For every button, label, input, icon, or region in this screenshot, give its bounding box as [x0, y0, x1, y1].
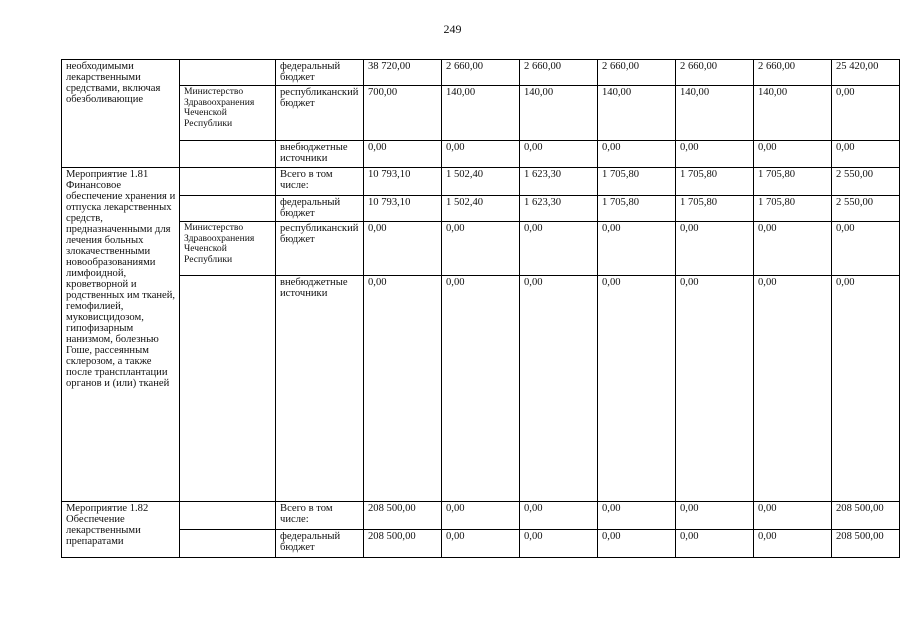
value-cell: 1 705,80 — [754, 196, 832, 222]
value-cell: 0,00 — [754, 141, 832, 168]
value-cell: 0,00 — [520, 502, 598, 530]
value-cell: 25 420,00 — [832, 60, 900, 86]
source-cell: федеральный бюджет — [276, 60, 364, 86]
value-cell: 2 660,00 — [676, 60, 754, 86]
source-cell: федеральный бюджет — [276, 530, 364, 558]
value-cell: 0,00 — [754, 502, 832, 530]
value-cell: 140,00 — [442, 86, 520, 141]
value-cell: 0,00 — [676, 276, 754, 502]
value-cell: 140,00 — [520, 86, 598, 141]
value-cell: 140,00 — [598, 86, 676, 141]
value-cell: 1 705,80 — [598, 168, 676, 196]
value-cell: 2 550,00 — [832, 196, 900, 222]
value-cell: 0,00 — [754, 222, 832, 276]
source-cell: республиканский бюджет — [276, 222, 364, 276]
value-cell: 1 705,80 — [676, 168, 754, 196]
value-cell: 0,00 — [754, 276, 832, 502]
value-cell: 2 660,00 — [598, 60, 676, 86]
value-cell: 2 660,00 — [442, 60, 520, 86]
value-cell: 0,00 — [598, 530, 676, 558]
value-cell: 2 660,00 — [520, 60, 598, 86]
ministry-cell: Министерство Здравоохранения Чеченской Республики — [180, 86, 276, 141]
value-cell: 0,00 — [598, 276, 676, 502]
value-cell: 10 793,10 — [364, 168, 442, 196]
value-cell: 0,00 — [364, 141, 442, 168]
table-row — [62, 276, 900, 502]
page-number: 249 — [443, 22, 462, 36]
value-cell: 0,00 — [364, 222, 442, 276]
source-cell: внебюджетные источники — [276, 141, 364, 168]
value-cell: 1 502,40 — [442, 196, 520, 222]
value-cell: 0,00 — [442, 530, 520, 558]
source-cell: Всего в том числе: — [276, 168, 364, 196]
source-cell: республиканский бюджет — [276, 86, 364, 141]
value-cell: 0,00 — [520, 222, 598, 276]
budget-table — [61, 59, 900, 558]
ministry-cell — [180, 502, 276, 530]
table-row — [62, 530, 900, 558]
value-cell: 1 705,80 — [598, 196, 676, 222]
table-row — [62, 141, 900, 168]
table-row — [62, 502, 900, 530]
value-cell: 0,00 — [832, 86, 900, 141]
value-cell: 0,00 — [364, 276, 442, 502]
ministry-cell: Министерство Здравоохранения Чеченской Республики — [180, 222, 276, 276]
value-cell: 208 500,00 — [364, 502, 442, 530]
ministry-cell — [180, 168, 276, 196]
value-cell: 0,00 — [832, 276, 900, 502]
value-cell: 2 550,00 — [832, 168, 900, 196]
table-row — [62, 86, 900, 141]
value-cell: 1 705,80 — [754, 168, 832, 196]
value-cell: 1 623,30 — [520, 168, 598, 196]
ministry-cell — [180, 276, 276, 502]
ministry-cell — [180, 196, 276, 222]
table-row — [62, 60, 900, 86]
value-cell: 38 720,00 — [364, 60, 442, 86]
value-cell: 0,00 — [442, 222, 520, 276]
ministry-cell — [180, 141, 276, 168]
table-row — [62, 196, 900, 222]
value-cell: 0,00 — [676, 222, 754, 276]
value-cell: 10 793,10 — [364, 196, 442, 222]
value-cell: 140,00 — [754, 86, 832, 141]
value-cell: 0,00 — [754, 530, 832, 558]
event-name-cell: необходимыми лекарственными средствами, включая обезболивающие — [62, 60, 180, 168]
value-cell: 0,00 — [520, 530, 598, 558]
value-cell: 0,00 — [442, 141, 520, 168]
value-cell: 0,00 — [598, 222, 676, 276]
value-cell: 208 500,00 — [832, 502, 900, 530]
value-cell: 0,00 — [832, 141, 900, 168]
source-cell: внебюджетные источники — [276, 276, 364, 502]
source-cell: федеральный бюджет — [276, 196, 364, 222]
value-cell: 0,00 — [676, 141, 754, 168]
event-name-cell: Мероприятие 1.82 Обеспечение лекарственными препаратами — [62, 502, 180, 558]
value-cell: 0,00 — [520, 141, 598, 168]
ministry-cell — [180, 530, 276, 558]
value-cell: 700,00 — [364, 86, 442, 141]
value-cell: 0,00 — [598, 502, 676, 530]
table-row — [62, 222, 900, 276]
value-cell: 1 502,40 — [442, 168, 520, 196]
event-name-cell: Мероприятие 1.81 Финансовое обеспечение хранения и отпуска лекарственных средств, предназначенными для лечения больных злокачественными новообразованиями лимфоидной, кроветворной и родственных им тканей, гемофилией, муковисцидозом, гипофизарным нанизмом, болезнью Гоше, рассеянным склерозом, а также после трансплантации органов и (или) тканей — [62, 168, 180, 502]
value-cell: 0,00 — [442, 276, 520, 502]
value-cell: 1 623,30 — [520, 196, 598, 222]
table-row — [62, 168, 900, 196]
ministry-cell — [180, 60, 276, 86]
value-cell: 208 500,00 — [832, 530, 900, 558]
value-cell: 1 705,80 — [676, 196, 754, 222]
value-cell: 0,00 — [520, 276, 598, 502]
value-cell: 0,00 — [598, 141, 676, 168]
value-cell: 0,00 — [676, 502, 754, 530]
value-cell: 2 660,00 — [754, 60, 832, 86]
source-cell: Всего в том числе: — [276, 502, 364, 530]
value-cell: 0,00 — [442, 502, 520, 530]
value-cell: 140,00 — [676, 86, 754, 141]
value-cell: 0,00 — [832, 222, 900, 276]
value-cell: 208 500,00 — [364, 530, 442, 558]
value-cell: 0,00 — [676, 530, 754, 558]
